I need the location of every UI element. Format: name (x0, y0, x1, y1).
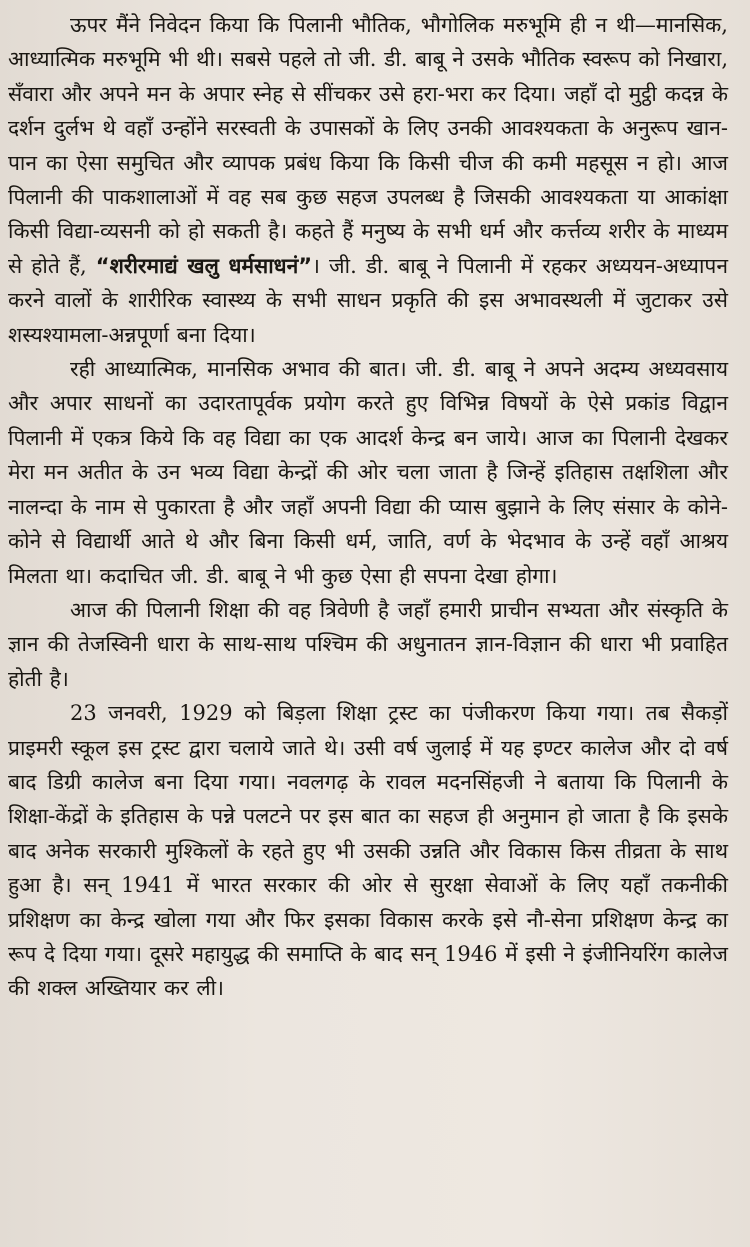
paragraph-2: रही आध्यात्मिक, मानसिक अभाव की बात। जी. डी. बाबू ने अपने अदम्य अध्यवसाय और अपार साधनों का उदारतापूर्वक प्रयोग करते हुए विभिन्न विषयों के ऐसे प्रकांड विद्वान पिलानी में एकत्र किये कि वह विद्या का एक आदर्श केन्द्र बन जाये। आज का पिलानी देखकर मेरा मन अतीत के उन भव्य विद्या केन्द्रों की ओर चला जाता है जिन्हें इतिहास तक्षशिला और नालन्दा के नाम से पुकारता है और जहाँ अपनी विद्या की प्यास बुझाने के लिए संसार के कोने-कोने से विद्यार्थी आते थे और बिना किसी धर्म, जाति, वर्ण के भेदभाव के उन्हें वहाँ आश्रय मिलता था। कदाचित जी. डी. बाबू ने भी कुछ ऐसा ही सपना देखा होगा। (8, 357, 728, 588)
paragraph-1-text-before: ऊपर मैंने निवेदन किया कि पिलानी भौतिक, भौगोलिक मरुभूमि ही न थी—मानसिक, आध्यात्मिक मरुभूमि भी थी। सबसे पहले तो जी. डी. बाबू ने उसके भौतिक स्वरूप को निखारा, सँवारा और अपने मन के अपार स्नेह से सींचकर उसे हरा-भरा कर दिया। जहाँ दो मुट्ठी कदन्न के दर्शन दुर्लभ थे वहाँ उन्होंने सरस्वती के उपासकों के लिए उनकी आवश्यकता के अनुरूप खान-पान का ऐसा समुचित और व्यापक प्रबंध किया कि किसी चीज की कमी महसूस न हो। आज पिलानी की पाकशालाओं में वह सब कुछ सहज उपलब्ध है जिसकी आवश्यकता या आकांक्षा किसी विद्या-व्यसनी को हो सकती है। कहते हैं मनुष्य के सभी धर्म और कर्त्तव्य शरीर के माध्यम से होते हैं, (8, 13, 728, 278)
paragraph-1-text-after: । जी. डी. बाबू ने पिलानी में रहकर अध्ययन-अध्यापन करने वालों के शारीरिक स्वास्थ्य के सभी साधन प्रकृति की इस अभावस्थली में जुटाकर उसे शस्यश्यामला-अन्नपूर्णा बना दिया। (8, 253, 729, 347)
paragraph-3: आज की पिलानी शिक्षा की वह त्रिवेणी है जहाँ हमारी प्राचीन सभ्यता और संस्कृति के ज्ञान की तेजस्विनी धारा के साथ-साथ पश्चिम की अधुनातन ज्ञान-विज्ञान की धारा भी प्रवाहित होती है। (8, 597, 728, 691)
paragraph-1 (8, 8, 728, 352)
paragraph-4: 23 जनवरी, 1929 को बिड़ला शिक्षा ट्रस्ट का पंजीकरण किया गया। तब सैकड़ों प्राइमरी स्कूल इस ट्रस्ट द्वारा चलाये जाते थे। उसी वर्ष जुलाई में यह इण्टर कालेज और दो वर्ष बाद डिग्री कालेज बना दिया गया। नवलगढ़ के रावल मदनसिंहजी ने बताया कि पिलानी के शिक्षा-केंद्रों के इतिहास के पन्ने पलटने पर इस बात का सहज ही अनुमान हो जाता है कि इसके बाद अनेक सरकारी मुश्किलों के रहते हुए भी उसकी उन्नति और विकास किस तीव्रता के साथ हुआ है। सन् 1941 में भारत सरकार की ओर से सुरक्षा सेवाओं के लिए यहाँ तकनीकी प्रशिक्षण का केन्द्र खोला गया और फिर इसका विकास करके इसे नौ-सेना प्रशिक्षण केन्द्र का रूप दे दिया गया। दूसरे महायुद्ध की समाप्ति के बाद सन् 1946 में इसी ने इंजीनियरिंग कालेज की शक्ल अख्तियार कर ली। (8, 701, 728, 1001)
sanskrit-quote: “शरीरमाद्यं खलु धर्मसाधनं” (95, 253, 313, 278)
